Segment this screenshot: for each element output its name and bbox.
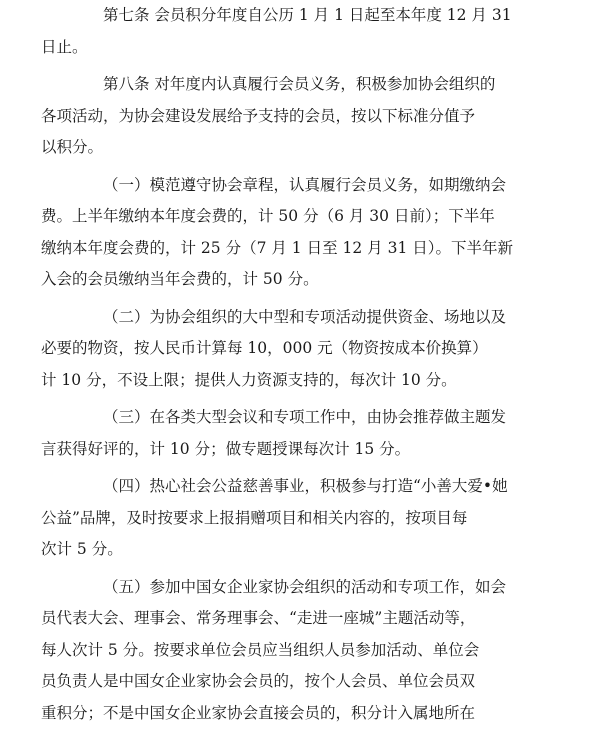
text-line: 第七条 会员积分年度自公历 1 月 1 日起至本年度 12 月 31 [72, 0, 551, 32]
text-line: 重积分；不是中国女企业家协会直接会员的，积分计入属地所在 [41, 698, 551, 729]
text-line: 员代表大会、理事会、常务理事会、“走进一座城”主题活动等， [41, 603, 551, 635]
paragraph-item-3 [72, 402, 551, 465]
paragraph-article-8 [72, 69, 551, 164]
text-line: （三）在各类大型会议和专项工作中，由协会推荐做主题发 [72, 402, 551, 434]
text-line: 以积分。 [41, 132, 551, 164]
text-line: （四）热心社会公益慈善事业，积极参与打造“小善大爱•她 [72, 471, 551, 503]
text-line: 日止。 [41, 32, 551, 64]
text-line: 计 10 分，不设上限；提供人力资源支持的，每次计 10 分。 [41, 365, 551, 397]
text-line: 员负责人是中国女企业家协会会员的，按个人会员、单位会员双 [41, 666, 551, 698]
text-line: （一）模范遵守协会章程，认真履行会员义务，如期缴纳会 [72, 170, 551, 202]
text-line: 言获得好评的，计 10 分；做专题授课每次计 15 分。 [41, 434, 551, 466]
text-line: 各项活动，为协会建设发展给予支持的会员，按以下标准分值予 [41, 101, 551, 133]
text-line: 费。上半年缴纳本年度会费的，计 50 分（6 月 30 日前）；下半年 [41, 201, 551, 233]
text-line: 每人次计 5 分。按要求单位会员应当组织人员参加活动、单位会 [41, 635, 551, 667]
text-line: 公益”品牌，及时按要求上报捐赠项目和相关内容的，按项目每 [41, 503, 551, 535]
paragraph-article-7 [72, 0, 551, 63]
paragraph-item-2 [72, 302, 551, 397]
text-line: 第八条 对年度内认真履行会员义务，积极参加协会组织的 [72, 69, 551, 101]
text-line: 入会的会员缴纳当年会费的，计 50 分。 [41, 264, 551, 296]
text-line: 次计 5 分。 [41, 534, 551, 566]
text-line: 必要的物资，按人民币计算每 10，000 元（物资按成本价换算） [41, 333, 551, 365]
paragraph-item-1 [72, 170, 551, 296]
text-line: （二）为协会组织的大中型和专项活动提供资金、场地以及 [72, 302, 551, 334]
paragraph-item-5 [72, 572, 551, 729]
text-line: （五）参加中国女企业家协会组织的活动和专项工作，如会 [72, 572, 551, 604]
text-line: 缴纳本年度会费的，计 25 分（7 月 1 日至 12 月 31 日）。下半年新 [41, 233, 551, 265]
paragraph-item-4 [72, 471, 551, 566]
